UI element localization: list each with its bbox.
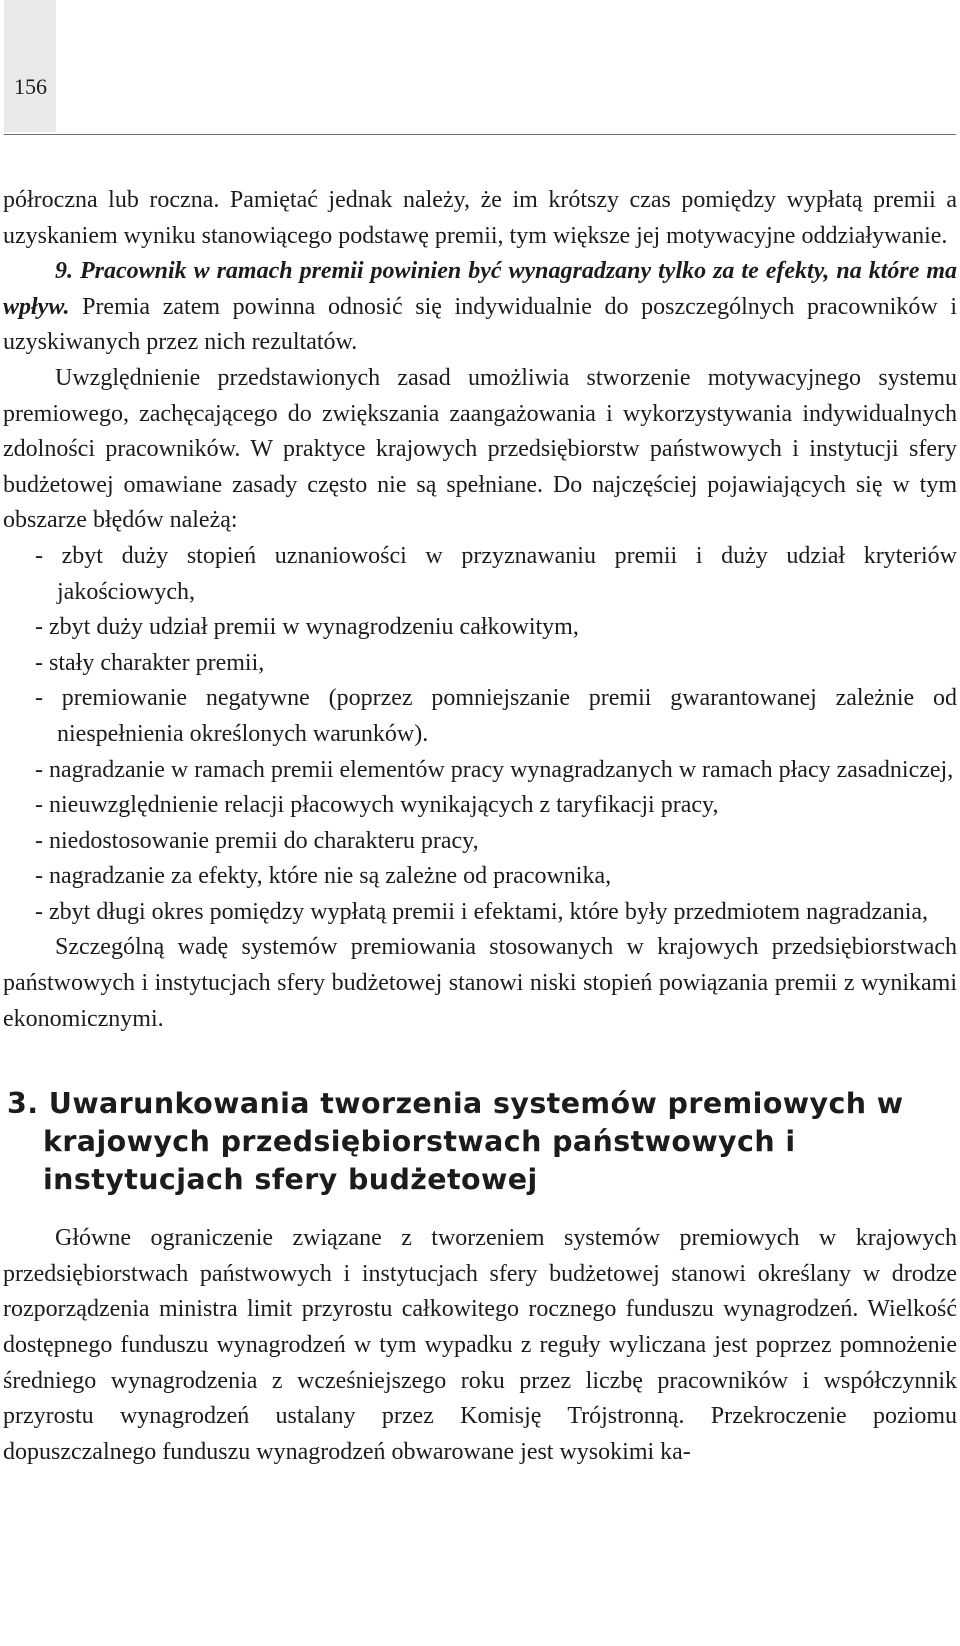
rule-9-paragraph <box>3 254 957 361</box>
list-item: - nagradzanie w ramach premii elementów pracy wynagradzanych w ramach płacy zasadniczej, <box>35 756 954 783</box>
paragraph-main-defect: Szczególną wadę systemów premiowania stosowanych w krajowych przedsiębiorstwach państwowych i instytucjach sfery budżetowej stanowi niski stopień powiązania premii z wynikami ekonomicznymi. <box>3 934 957 1032</box>
list-item: - zbyt długi okres pomiędzy wypłatą premii i efektami, które były przedmiotem nagradzania, <box>35 898 929 925</box>
page-number-tab <box>4 0 56 132</box>
section-heading: 3. Uwarunkowania tworzenia systemów premiowych w krajowych przedsiębiorstwach państwowych i instytucjach sfery budżetowej <box>7 1087 904 1197</box>
list-item: - premiowanie negatywne (poprzez pomniejszanie premii gwarantowanej zależnie od niespełnienia określonych warunków). <box>35 685 957 747</box>
list-item: - niedostosowanie premii do charakteru pracy, <box>35 827 479 854</box>
paragraph-section: Główne ograniczenie związane z tworzeniem systemów premiowych w krajowych przedsiębiorstwach państwowych i instytucjach sfery budżetowej stanowi określany w drodze rozporządzenia ministra limit przyrostu całkowitego rocznego funduszu wynagrodzeń. Wielkość dostępnego funduszu wynagrodzeń w tym wypadku z reguły wyliczana jest poprzez pomnożenie średniego wynagrodzenia z wcześniejszego roku przez liczbę pracowników i współczynnik przyrostu wynagrodzeń ustalany przez Komisję Trójstronną. Przekroczenie poziomu dopuszczalnego funduszu wynagrodzeń obwarowane jest wysokimi ka- <box>3 1225 957 1465</box>
header-rule <box>4 134 956 135</box>
list-item: - nagradzanie za efekty, które nie są zależne od pracownika, <box>35 863 612 890</box>
paragraph-intro: półroczna lub roczna. Pamiętać jednak należy, że im krótszy czas pomiędzy wypłatą premii a uzyskaniem wyniku stanowiącego podstawę premii, tym większe jej motywacyjne oddziaływanie. <box>3 187 957 249</box>
list-item: - stały charakter premii, <box>35 649 265 676</box>
page-body <box>3 183 957 1470</box>
page-number: 156 <box>14 74 47 99</box>
list-item: - zbyt duży udział premii w wynagrodzeniu całkowitym, <box>35 614 579 641</box>
rule-9-text: Premia zatem powinna odnosić się indywidualnie do poszczególnych pracowników i uzyskiwanych przez nich rezultatów. <box>3 293 957 356</box>
rule-9-heading: 9. Pracownik w ramach premii powinien być wynagradzany tylko za te efekty, na które ma wpływ. <box>3 258 957 320</box>
list-item: - zbyt duży stopień uznaniowości w przyznawaniu premii i duży udział kryteriów jakościowych, <box>35 542 957 605</box>
defects-list <box>3 539 957 931</box>
paragraph-practice: Uwzględnienie przedstawionych zasad umożliwia stworzenie motywacyjnego systemu premiowego, zachęcającego do zwiększania zaangażowania i wykorzystywania indywidualnych zdolności pracowników. W praktyce krajowych przedsiębiorstw państwowych i instytucji sfery budżetowej omawiane zasady często nie są spełniane. Do najczęściej pojawiających się w tym obszarze błędów należą: <box>3 364 957 534</box>
list-item: - nieuwzględnienie relacji płacowych wynikających z taryfikacji pracy, <box>35 792 719 819</box>
